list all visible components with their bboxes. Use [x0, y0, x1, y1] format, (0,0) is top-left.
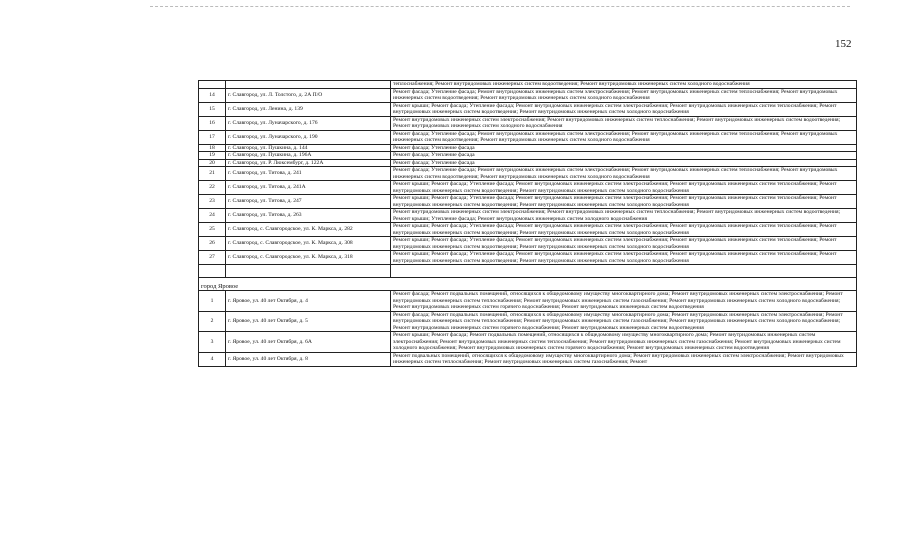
row-number: 27 [199, 251, 226, 265]
table-row [199, 167, 857, 181]
row-number [199, 81, 226, 89]
row-address: г. Славгород, ул. Титова, д. 247 [226, 195, 391, 209]
row-works: Ремонт фасада; Ремонт подвальных помещений, относящихся к общедомовому имуществу многоквартирного дома; Ремонт внутридомовых инженерных систем электроснабжения; Ремонт внутридомовых инженерных систем теплоснабжения; Ремонт внутридомовых инженерных систем газоснабжения; Ремонт внутридомовых инженерных систем холодного водоснабжения; Ремонт внутридомовых инженерных систем горячего водоснабжения; Ремонт внутридомовых инженерных систем водоотведения [391, 311, 857, 332]
table-row [199, 130, 857, 144]
row-address: г. Славгород, ул. Луначарского, д. 190 [226, 130, 391, 144]
section-title: город Яровое [199, 278, 857, 291]
row-address: г. Славгород, ул. Р. Люксембург, д. 122А [226, 159, 391, 167]
row-number: 14 [199, 88, 226, 102]
row-address: г. Яровое, ул. 40 лет Октября, д. 4 [226, 291, 391, 312]
row-number: 26 [199, 237, 226, 251]
row-address: г. Славгород, ул. Пушкина, д. 196А [226, 152, 391, 160]
row-address: г. Яровое, ул. 40 лет Октября, д. 8 [226, 352, 391, 366]
row-works: Ремонт внутридомовых инженерных систем электроснабжения; Ремонт внутридомовых инженерных систем теплоснабжения; Ремонт внутридомовых инженерных систем водоотведения; Ремонт внутридомовых инженерных систем холодного водоснабжения [391, 116, 857, 130]
repair-table [198, 80, 857, 367]
section-row [199, 278, 857, 291]
table-row [199, 152, 857, 160]
row-number: 15 [199, 102, 226, 116]
table-row [199, 291, 857, 312]
row-number: 20 [199, 159, 226, 167]
table-row [199, 195, 857, 209]
row-works: Ремонт крыши; Ремонт фасада; Утепление фасада; Ремонт внутридомовых инженерных систем электроснабжения; Ремонт внутридомовых инженерных систем теплоснабжения; Ремонт внутридомовых инженерных систем водоотведения; Ремонт внутридомовых инженерных систем холодного водоснабжения [391, 251, 857, 265]
row-works: Ремонт фасада; Утепление фасада [391, 152, 857, 160]
spacer-cell [226, 265, 391, 278]
row-works: Ремонт фасада; Утепление фасада; Ремонт внутридомовых инженерных систем электроснабжения; Ремонт внутридомовых инженерных систем теплоснабжения; Ремонт внутридомовых инженерных систем водоотведения; Ремонт внутридомовых инженерных систем холодного водоснабжения [391, 88, 857, 102]
row-number: 2 [199, 311, 226, 332]
row-address: г. Славгород, с. Славгородское, ул. К. Маркса, д. 308 [226, 237, 391, 251]
row-works: Ремонт внутридомовых инженерных систем электроснабжения; Ремонт внутридомовых инженерных систем теплоснабжения; Ремонт внутридомовых инженерных систем водоотведения; Ремонт крыши; Утепление фасада; Ремонт внутридомовых инженерных систем холодного водоснабжения [391, 209, 857, 223]
row-works: Ремонт фасада; Утепление фасада; Ремонт внутридомовых инженерных систем электроснабжения; Ремонт внутридомовых инженерных систем теплоснабжения; Ремонт внутридомовых инженерных систем водоотведения; Ремонт внутридомовых инженерных систем холодного водоснабжения [391, 130, 857, 144]
row-address: г. Славгород, ул. Ленина, д. 139 [226, 102, 391, 116]
table-row [199, 88, 857, 102]
row-number: 3 [199, 332, 226, 353]
table-row [199, 237, 857, 251]
row-works: Ремонт фасада; Ремонт подвальных помещений, относящихся к общедомовому имуществу многоквартирного дома; Ремонт внутридомовых инженерных систем электроснабжения; Ремонт внутридомовых инженерных систем теплоснабжения; Ремонт внутридомовых инженерных систем газоснабжения; Ремонт внутридомовых инженерных систем холодного водоснабжения; Ремонт внутридомовых инженерных систем горячего водоснабжения; Ремонт внутридомовых инженерных систем водоотведения [391, 291, 857, 312]
table-row [199, 81, 857, 89]
row-address [226, 81, 391, 89]
row-number: 23 [199, 195, 226, 209]
row-address: г. Славгород, ул. Пушкина, д. 144 [226, 144, 391, 152]
repair-table-body [199, 81, 857, 367]
row-works: Ремонт крыши; Ремонт фасада; Утепление фасада; Ремонт внутридомовых инженерных систем электроснабжения; Ремонт внутридомовых инженерных систем теплоснабжения; Ремонт внутридомовых инженерных систем водоотведения; Ремонт внутридомовых инженерных систем холодного водоснабжения [391, 102, 857, 116]
row-number: 17 [199, 130, 226, 144]
row-address: г. Яровое, ул. 40 лет Октября, д. 6А [226, 332, 391, 353]
row-address: г. Славгород, с. Славгородское, ул. К. Маркса, д. 318 [226, 251, 391, 265]
row-works: Ремонт крыши; Ремонт фасада; Утепление фасада; Ремонт внутридомовых инженерных систем электроснабжения; Ремонт внутридомовых инженерных систем теплоснабжения; Ремонт внутридомовых инженерных систем водоотведения; Ремонт внутридомовых инженерных систем холодного водоснабжения [391, 237, 857, 251]
row-number: 22 [199, 181, 226, 195]
row-works: Ремонт подвальных помещений, относящихся к общедомовому имуществу многоквартирного дома; Ремонт внутридомовых инженерных систем электроснабжения; Ремонт внутридомовых инженерных систем теплоснабжения; Ремонт внутридомовых инженерных систем газоснабжения; Ремонт [391, 352, 857, 366]
spacer-row [199, 265, 857, 278]
row-number: 19 [199, 152, 226, 160]
row-number: 25 [199, 223, 226, 237]
table-row [199, 209, 857, 223]
row-number: 24 [199, 209, 226, 223]
row-number: 18 [199, 144, 226, 152]
table-row [199, 159, 857, 167]
row-works: Ремонт крыши; Ремонт фасада; Ремонт подвальных помещений, относящихся к общедомовому имуществу многоквартирного дома; Ремонт внутридомовых инженерных систем электроснабжения; Ремонт внутридомовых инженерных систем теплоснабжения; Ремонт внутридомовых инженерных систем газоснабжения; Ремонт внутридомовых инженерных систем холодного водоснабжения; Ремонт внутридомовых инженерных систем горячего водоснабжения; Ремонт внутридомовых инженерных систем водоотведения [391, 332, 857, 353]
row-works: Ремонт крыши; Ремонт фасада; Утепление фасада; Ремонт внутридомовых инженерных систем электроснабжения; Ремонт внутридомовых инженерных систем теплоснабжения; Ремонт внутридомовых инженерных систем водоотведения; Ремонт внутридомовых инженерных систем холодного водоснабжения [391, 195, 857, 209]
row-address: г. Славгород, ул. Титова, д. 263 [226, 209, 391, 223]
row-address: г. Яровое, ул. 40 лет Октября, д. 5 [226, 311, 391, 332]
table-row [199, 144, 857, 152]
row-works: Ремонт крыши; Ремонт фасада; Утепление фасада; Ремонт внутридомовых инженерных систем электроснабжения; Ремонт внутридомовых инженерных систем теплоснабжения; Ремонт внутридомовых инженерных систем водоотведения; Ремонт внутридомовых инженерных систем холодного водоснабжения [391, 223, 857, 237]
table-row [199, 102, 857, 116]
row-works: Ремонт фасада; Утепление фасада [391, 144, 857, 152]
row-works: Ремонт крыши; Ремонт фасада; Утепление фасада; Ремонт внутридомовых инженерных систем электроснабжения; Ремонт внутридомовых инженерных систем теплоснабжения; Ремонт внутридомовых инженерных систем водоотведения; Ремонт внутридомовых инженерных систем холодного водоснабжения [391, 181, 857, 195]
row-works: Ремонт фасада; Утепление фасада; Ремонт внутридомовых инженерных систем электроснабжения; Ремонт внутридомовых инженерных систем теплоснабжения; Ремонт внутридомовых инженерных систем водоотведения; Ремонт внутридомовых инженерных систем холодного водоснабжения [391, 167, 857, 181]
row-address: г. Славгород, ул. Титова, д. 241А [226, 181, 391, 195]
row-number: 21 [199, 167, 226, 181]
table-row [199, 181, 857, 195]
row-number: 1 [199, 291, 226, 312]
table-row [199, 352, 857, 366]
row-works: Ремонт фасада; Утепление фасада [391, 159, 857, 167]
row-address: г. Славгород, ул. Л. Толстого, д. 2А П/О [226, 88, 391, 102]
table-row [199, 332, 857, 353]
table-row [199, 116, 857, 130]
spacer-cell [391, 265, 857, 278]
row-works: теплоснабжения; Ремонт внутридомовых инженерных систем водоотведения; Ремонт внутридомовых инженерных систем холодного водоснабжения [391, 81, 857, 89]
row-address: г. Славгород, ул. Луначарского, д. 176 [226, 116, 391, 130]
row-address: г. Славгород, с. Славгородское, ул. К. Маркса, д. 282 [226, 223, 391, 237]
spacer-cell [199, 265, 226, 278]
row-number: 16 [199, 116, 226, 130]
table-row [199, 311, 857, 332]
page-number: 152 [835, 38, 852, 50]
table-row [199, 251, 857, 265]
row-number: 4 [199, 352, 226, 366]
scan-top-line [150, 6, 850, 7]
row-address: г. Славгород, ул. Титова, д. 241 [226, 167, 391, 181]
table-row [199, 223, 857, 237]
